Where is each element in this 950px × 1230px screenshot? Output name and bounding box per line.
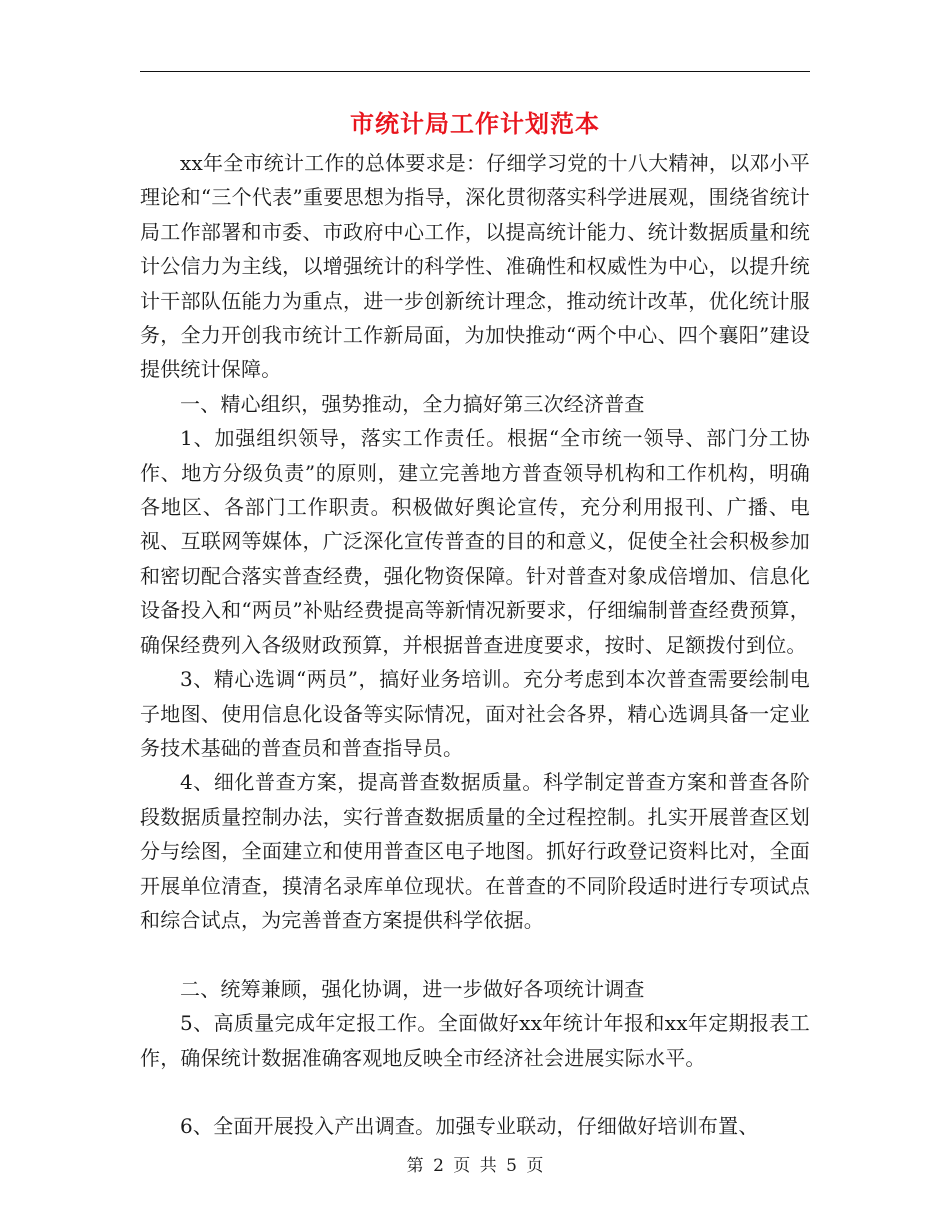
paragraph-spacer — [140, 937, 810, 971]
paragraph-item-5: 5、高质量完成年定报工作。全面做好xx年统计年报和xx年定期报表工作，确保统计数据准确客观地反映全市经济社会进展实际水平。 — [140, 1011, 810, 1070]
paragraph-spacer — [140, 1075, 810, 1109]
paragraph-item-6: 6、全面开展投入产出调查。加强专业联动，仔细做好培训布置、 — [180, 1114, 759, 1139]
paragraph-item-1: 1、加强组织领导，落实工作责任。根据“全市统一领导、部门分工协作、地方分级负责”的原则，建立完善地方普查领导机构和工作机构，明确各地区、各部门工作职责。积极做好舆论宣传，充分利用报刊、广播、电视、互联网等媒体，广泛深化宣传普查的目的和意义，促使全社会积极参加和密切配合落实普查经费，强化物资保障。针对普查对象成倍增加、信息化设备投入和“两员”补贴经费提高等新情况新要求，仔细编制普查经费预算，确保经费列入各级财政预算，并根据普查进度要求，按时、足额拨付到位。 — [140, 426, 810, 657]
paragraph-item-3: 3、精心选调“两员”，搞好业务培训。充分考虑到本次普查需要绘制电子地图、使用信息化设备等实际情况，面对社会各界，精心选调具备一定业务技术基础的普查员和普查指导员。 — [140, 667, 810, 760]
header-rule — [140, 71, 810, 72]
paragraph-item-4: 4、细化普查方案，提高普查数据质量。科学制定普查方案和普查各阶段数据质量控制办法，实行普查数据质量的全过程控制。扎实开展普查区划分与绘图，全面建立和使用普查区电子地图。抓好行政登记资料比对，全面开展单位清查，摸清名录库单位现状。在普查的不同阶段适时进行专项试点和综合试点，为完善普查方案提供科学依据。 — [140, 770, 810, 932]
section-heading-1: 一、精心组织，强势推动，全力搞好第三次经济普查 — [180, 391, 645, 416]
paragraph-intro: xx年全市统计工作的总体要求是：仔细学习党的十八大精神，以邓小平理论和“三个代表”重要思想为指导，深化贯彻落实科学进展观，围绕省统计局工作部署和市委、市政府中心工作，以提高统计能力、统计数据质量和统计公信力为主线，以增强统计的科学性、准确性和权威性为中心，以提升统计干部队伍能力为重点，进一步创新统计理念，推动统计改革，优化统计服务，全力开创我市统计工作新局面，为加快推动“两个中心、四个襄阳”建设提供统计保障。 — [140, 151, 810, 382]
page-number: 第 2 页 共 5 页 — [406, 1156, 544, 1176]
document-body — [140, 146, 810, 1144]
section-heading-2: 二、统筹兼顾，强化协调，进一步做好各项统计调查 — [180, 976, 645, 1001]
document-title: 市统计局工作计划范本 — [350, 109, 600, 138]
